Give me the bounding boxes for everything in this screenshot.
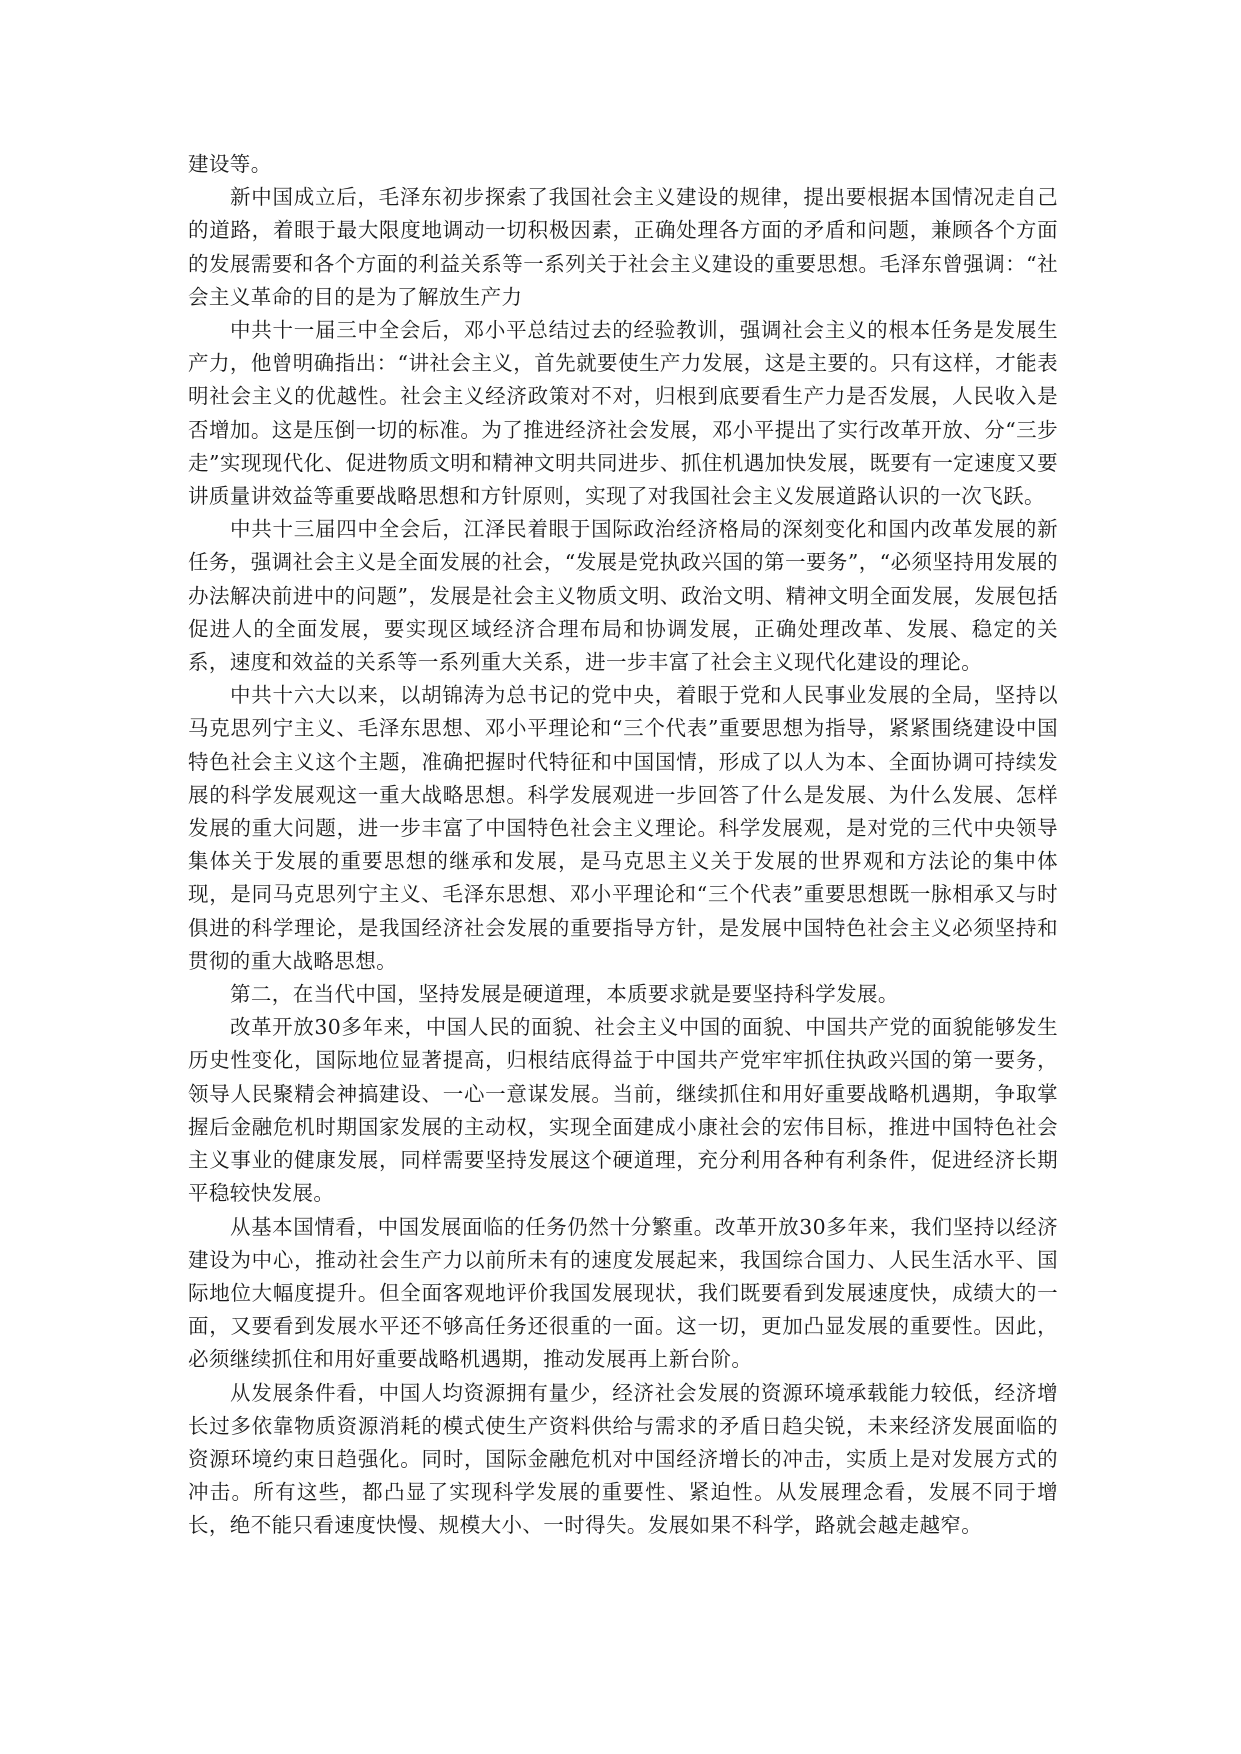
paragraph-deng-xiaoping: 中共十一届三中全会后，邓小平总结过去的经验教训，强调社会主义的根本任务是发展生产力，他曾明确指出：“讲社会主义，首先就要使生产力发展，这是主要的。只有这样，才能表明社会主义的优越性。社会主义经济政策对不对，归根到底要看生产力是否发展，人民收入是否增加。这是压倒一切的标准。为了推进经济社会发展，邓小平提出了实行改革开放、分“三步走”实现现代化、促进物质文明和精神文明共同进步、抓住机遇加快发展，既要有一定速度又要讲质量讲效益等重要战略思想和方针原则，实现了对我国社会主义发展道路认识的一次飞跃。	[188, 318, 1058, 509]
paragraph-mao-zedong: 新中国成立后，毛泽东初步探索了我国社会主义建设的规律，提出要根据本国情况走自己的道路，着眼于最大限度地调动一切积极因素，正确处理各方面的矛盾和问题，兼顾各个方面的发展需要和各个方面的利益关系等一系列关于社会主义建设的重要思想。毛泽东曾强调：“社会主义革命的目的是为了解放生产力	[188, 185, 1058, 309]
paragraph-jiang-zemin: 中共十三届四中全会后，江泽民着眼于国际政治经济格局的深刻变化和国内改革发展的新任务，强调社会主义是全面发展的社会，“发展是党执政兴国的第一要务”，“必须坚持用发展的办法解决前进中的问题”，发展是社会主义物质文明、政治文明、精神文明全面发展，发展包括促进人的全面发展，要实现区域经济合理布局和协调发展，正确处理改革、发展、稳定的关系，速度和效益的关系等一系列重大关系，进一步丰富了社会主义现代化建设的理论。	[188, 517, 1058, 675]
paragraph-basic-conditions: 从基本国情看，中国发展面临的任务仍然十分繁重。改革开放30多年来，我们坚持以经济建设为中心，推动社会生产力以前所未有的速度发展起来，我国综合国力、人民生活水平、国际地位大幅度提升。但全面客观地评价我国发展现状，我们既要看到发展速度快，成绩大的一面，又要看到发展水平还不够高任务还很重的一面。这一切，更加凸显发展的重要性。因此，必须继续抓住和用好重要战略机遇期，推动发展再上新台阶。	[188, 1214, 1058, 1372]
paragraph-second-point: 第二，在当代中国，坚持发展是硬道理，本质要求就是要坚持科学发展。	[230, 982, 899, 1007]
document-body	[188, 148, 1058, 1543]
paragraph-hu-jintao: 中共十六大以来，以胡锦涛为总书记的党中央，着眼于党和人民事业发展的全局，坚持以马克思列宁主义、毛泽东思想、邓小平理论和“三个代表”重要思想为指导，紧紧围绕建设中国特色社会主义这个主题，准确把握时代特征和中国国情，形成了以人为本、全面协调可持续发展的科学发展观这一重大战略思想。科学发展观进一步回答了什么是发展、为什么发展、怎样发展的重大问题，进一步丰富了中国特色社会主义理论。科学发展观，是对党的三代中央领导集体关于发展的重要思想的继承和发展，是马克思主义关于发展的世界观和方法论的集中体现，是同马克思列宁主义、毛泽东思想、邓小平理论和“三个代表”重要思想既一脉相承又与时俱进的科学理论，是我国经济社会发展的重要指导方针，是发展中国特色社会主义必须坚持和贯彻的重大战略思想。	[188, 683, 1058, 973]
paragraph-reform-30-years: 改革开放30多年来，中国人民的面貌、社会主义中国的面貌、中国共产党的面貌能够发生历史性变化，国际地位显著提高，归根结底得益于中国共产党牢牢抓住执政兴国的第一要务，领导人民聚精会神搞建设、一心一意谋发展。当前，继续抓住和用好重要战略机遇期，争取掌握后金融危机时期国家发展的主动权，实现全面建成小康社会的宏伟目标，推进中国特色社会主义事业的健康发展，同样需要坚持发展这个硬道理，充分利用各种有利条件，促进经济长期平稳较快发展。	[188, 1015, 1058, 1206]
paragraph-development-conditions: 从发展条件看，中国人均资源拥有量少，经济社会发展的资源环境承载能力较低，经济增长过多依靠物质资源消耗的模式使生产资料供给与需求的矛盾日趋尖锐，未来经济发展面临的资源环境约束日趋强化。同时，国际金融危机对中国经济增长的冲击，实质上是对发展方式的冲击。所有这些，都凸显了实现科学发展的重要性、紧迫性。从发展理念看，发展不同于增长，绝不能只看速度快慢、规模大小、一时得失。发展如果不科学，路就会越走越窄。	[188, 1380, 1058, 1538]
paragraph-continuation: 建设等。	[188, 152, 272, 176]
